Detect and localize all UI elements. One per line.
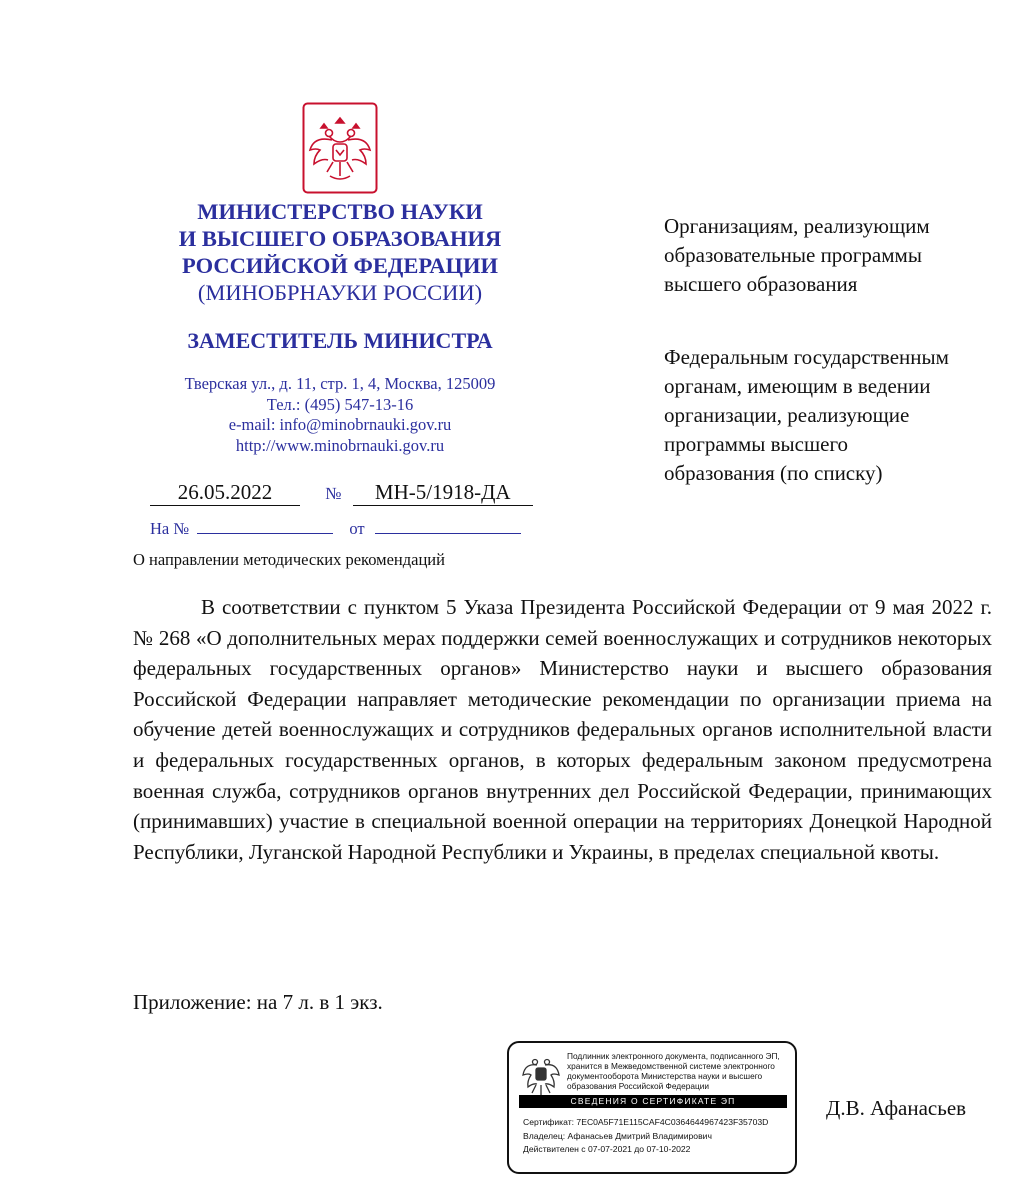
letter-subject: О направлении методических рекомендаций <box>133 550 445 569</box>
electronic-signature-stamp <box>507 1041 797 1174</box>
addressee-federal-bodies: Федеральным государственным органам, имеющим в ведении организации, реализующие программы высшего образования (по списку) <box>664 345 949 485</box>
sender-contacts <box>130 374 550 456</box>
attachment-note: Приложение: на 7 л. в 1 экз. <box>133 990 383 1014</box>
reply-date-blank <box>375 517 521 534</box>
letter-body: В соответствии с пунктом 5 Указа Президента Российской Федерации от 9 мая 2022 г. № 268 «О дополнительных мерах поддержки семей военнослужащих и сотрудников некоторых федеральных государственных органов» Министерство науки и высшего образования Российской Федерации направляет методические рекомендации по организации приема на обучение детей военнослужащих и сотрудников федеральных органов исполнительной власти и федеральных государственных органов, в которых федеральным законом предусмотрена военная служба, сотрудников органов внутренних дел Российской Федерации, принимающих (принимавших) участие в специальной военной операции на территориях Донецкой Народной Республики, Луганской Народной Республики и Украины, в пределах специальной квоты. <box>133 595 992 864</box>
sender-position: ЗАМЕСТИТЕЛЬ МИНИСТРА <box>187 328 493 353</box>
double-headed-eagle-emblem-icon <box>302 102 378 194</box>
stamp-certificate-details <box>523 1116 795 1157</box>
reply-number-label: На № <box>150 519 190 538</box>
registration-number: МН-5/1918-ДА <box>353 480 533 506</box>
sender-phone: Тел.: (495) 547-13-16 <box>266 394 414 414</box>
reply-reference-line <box>150 517 521 539</box>
registration-line <box>150 480 533 506</box>
stamp-certificate-header: СВЕДЕНИЯ О СЕРТИФИКАТЕ ЭП <box>519 1095 787 1108</box>
reply-number-blank <box>197 517 333 534</box>
eagle-emblem-icon <box>521 1053 561 1099</box>
sender-email: e-mail: info@minobrnauki.gov.ru <box>228 415 452 434</box>
ministry-name-line-1: МИНИСТЕРСТВО НАУКИ <box>197 199 483 224</box>
stamp-owner: Владелец: Афанасьев Дмитрий Владимирович <box>523 1130 712 1141</box>
registration-number-label: № <box>325 484 342 503</box>
ministry-name-line-3: РОССИЙСКОЙ ФЕДЕРАЦИИ <box>182 253 498 278</box>
stamp-certificate-number: Сертификат: 7EC0A5F71E115CAF4C0364644967423F35703D <box>523 1117 769 1127</box>
sender-address: Тверская ул., д. 11, стр. 1, 4, Москва, 125009 <box>184 374 496 393</box>
sender-website: http://www.minobrnauki.gov.ru <box>235 435 445 455</box>
stamp-storage-note: Подлинник электронного документа, подписанного ЭП, хранится в Межведомственной системе электронного документооборота Министерства науки и высшего образования Российской Федерации <box>567 1051 780 1091</box>
ministry-short-name: (МИНОБРНАУКИ РОССИИ) <box>197 280 483 305</box>
ministry-name-line-2: И ВЫСШЕГО ОБРАЗОВАНИЯ <box>178 226 502 251</box>
signer-name: Д.В. Афанасьев <box>826 1096 967 1120</box>
stamp-validity: Действителен с 07-07-2021 до 07-10-2022 <box>523 1144 691 1154</box>
registration-date: 26.05.2022 <box>150 480 300 506</box>
addressee-organizations: Организациям, реализующим образовательные программы высшего образования <box>664 214 930 296</box>
ministry-name <box>130 198 550 306</box>
reply-from-label: от <box>349 519 365 538</box>
